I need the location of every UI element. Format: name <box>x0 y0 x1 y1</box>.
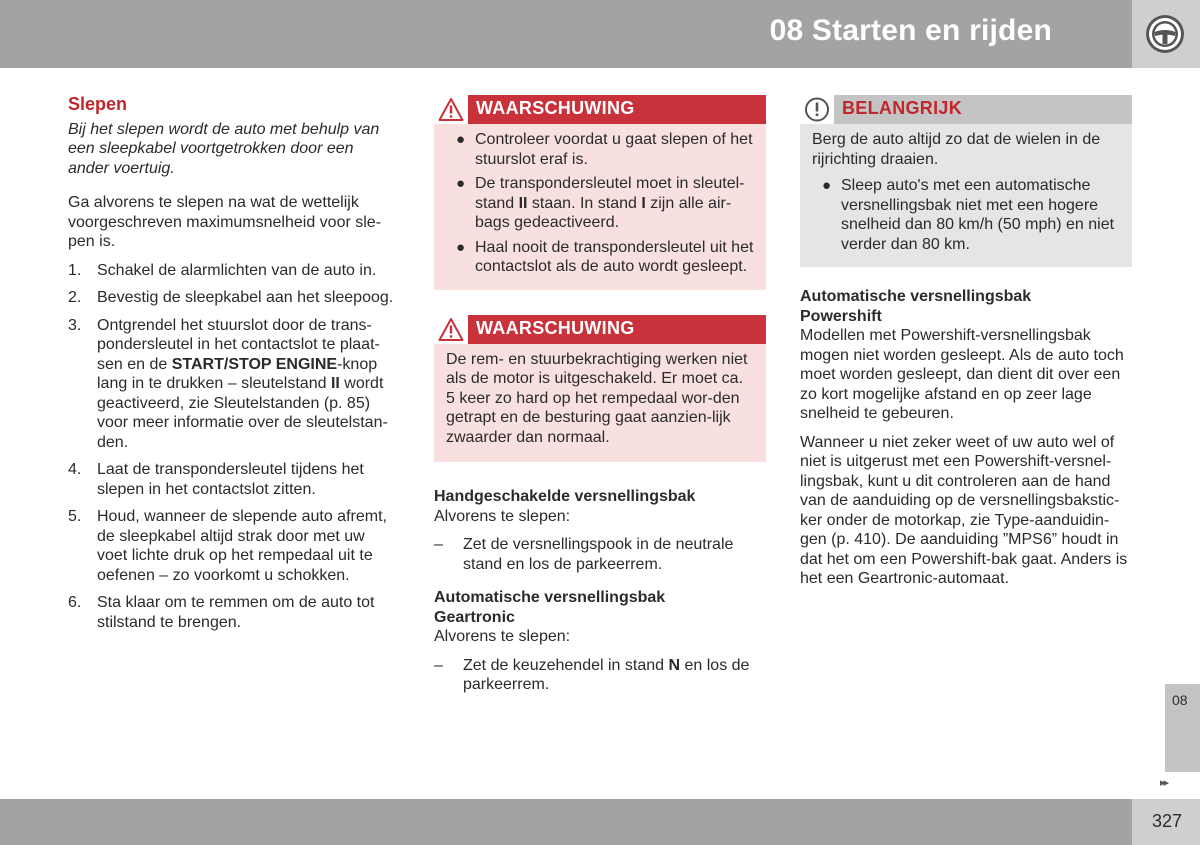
exclamation-circle-icon <box>804 97 830 122</box>
step-item <box>68 507 398 585</box>
intro-text: Bij het slepen wordt de auto met behulp van een sleepkabel voortgetrokken door een ander voertuig. <box>68 120 380 177</box>
page-number-box <box>1132 799 1200 845</box>
step-text: -knop lang in te drukken – sleutelstand <box>97 355 378 392</box>
step-item <box>68 288 398 308</box>
warning-triangle-icon <box>438 317 464 342</box>
subsection-heading <box>800 287 1132 326</box>
bullet-text: Sleep auto's met een automatische versnellingsbak niet met een hogere snelheid dan 80 km/h (50 mph) en niet verder dan 80 km. <box>841 177 1115 253</box>
column-left <box>68 95 398 640</box>
bullet-text: Controleer voordat u gaat slepen of het stuurslot eraf is. <box>475 131 753 168</box>
bullet-item <box>446 130 754 169</box>
bullet-text: De transpondersleutel moet in sleutel-stand <box>475 175 745 212</box>
dash-bold: N <box>668 656 681 674</box>
step-text: wordt geactiveerd, zie Sleutelstanden (p. 85) voor meer informatie over de sleutelstan-den. <box>97 375 388 451</box>
step-number: 2. <box>68 289 82 306</box>
warning-bullets <box>446 130 754 277</box>
step-bold: START/STOP ENGINE <box>171 355 338 373</box>
bullet-dot: ● <box>456 175 466 192</box>
bullet-item <box>812 176 1120 254</box>
footer-bar <box>0 799 1132 845</box>
bullet-text: Haal nooit de transpondersleutel uit het contactslot als de auto wordt gesleept. <box>475 238 754 275</box>
important-body <box>800 124 1132 267</box>
step-item <box>68 261 398 281</box>
steering-wheel-icon <box>1144 13 1186 55</box>
important-bullets <box>812 176 1120 254</box>
dash-list <box>434 535 766 574</box>
dash-text: en los de parkeerrem. <box>463 656 750 693</box>
warning-box <box>434 95 766 290</box>
dash-item <box>434 535 766 574</box>
lead-text: Alvorens te slepen: <box>434 507 571 525</box>
lead-text: Alvorens te slepen: <box>434 628 571 645</box>
page-number: 327 <box>1151 811 1182 831</box>
warning-triangle-icon <box>438 97 464 122</box>
dash-text: Zet de versnellingspook in de neutrale stand en los de parkeerrem. <box>463 536 734 573</box>
step-number: 1. <box>68 261 82 279</box>
warning-box <box>434 315 766 463</box>
bullet-bold: II <box>518 194 528 212</box>
column-middle <box>434 95 766 703</box>
step-text: Laat de transpondersleutel tijdens het slepen in het contactslot zitten. <box>97 461 364 498</box>
dash-mark: – <box>434 536 443 553</box>
warning-title: WAARSCHUWING <box>476 317 635 338</box>
bullet-text: zijn alle air-bags gedeactiveerd. <box>475 194 732 231</box>
important-header <box>800 95 1132 124</box>
bullet-dot: ● <box>456 238 466 256</box>
step-number: 6. <box>68 594 82 611</box>
step-number: 5. <box>68 508 82 525</box>
important-box <box>800 95 1132 267</box>
heading-line: Automatische versnellingsbak <box>800 288 1032 305</box>
step-item <box>68 593 398 632</box>
steps-list <box>68 261 398 633</box>
bullet-item <box>446 238 754 277</box>
warning-header <box>434 315 766 344</box>
heading-line: Powershift <box>800 307 882 325</box>
chapter-title: 08 Starten en rijden <box>769 14 1052 47</box>
step-text: Houd, wanneer de slepende auto afremt, de sleepkabel altijd strak door met uw voet lichte druk op het rempedaal uit te oefenen – zo voorkomt u schokken. <box>97 508 387 584</box>
warning-body <box>434 124 766 290</box>
heading-line: Automatische versnellingsbak <box>434 589 666 606</box>
dash-mark: – <box>434 656 443 674</box>
step-number: 4. <box>68 461 82 478</box>
bullet-dot: ● <box>456 131 466 148</box>
step-text: Bevestig de sleepkabel aan het sleepoog. <box>97 289 394 306</box>
warning-icon-box <box>434 95 468 124</box>
warning-header <box>434 95 766 124</box>
dash-item <box>434 656 766 695</box>
step-text: Ontgrendel het stuurslot door de trans-pondersleutel in het contactslot te plaat-sen en de <box>97 316 380 373</box>
heading-line: Geartronic <box>434 608 515 626</box>
warning-title: WAARSCHUWING <box>476 98 635 118</box>
step-item <box>68 316 398 453</box>
header-bar <box>0 0 1132 68</box>
warning-body <box>434 344 766 463</box>
paragraph: Wanneer u niet zeker weet of uw auto wel of niet is uitgerust met een Powershift-versnel-lingsbak, kunt u dit controleren aan de hand van de aanduiding op de versnellingsbakstic-ker onder de motorkap, zie Type-aanduidin-gen (p. 410). De aanduiding ”MPS6” houdt in dat het om een Powershift-bak gaat. Anders is het een Geartronic-automaat. <box>800 433 1128 587</box>
step-bold: II <box>330 375 340 392</box>
important-text: Berg de auto altijd zo dat de wielen in de rijrichting draaien. <box>812 131 1101 168</box>
side-tab-label: 08 <box>1172 692 1188 708</box>
step-item <box>68 460 398 499</box>
step-number: 3. <box>68 316 82 334</box>
bullet-dot: ● <box>822 177 832 194</box>
chapter-side-tab <box>1165 684 1200 772</box>
paragraph: Ga alvorens te slepen na wat de wettelijk voorgeschreven maximumsnelheid voor sle-pen is. <box>68 194 382 250</box>
section-heading: Slepen <box>68 94 128 114</box>
important-title: BELANGRIJK <box>842 98 963 118</box>
subsection-heading: Handgeschakelde versnellingsbak <box>434 488 696 505</box>
bullet-text: staan. In stand <box>527 194 642 212</box>
warning-icon-box <box>434 315 468 344</box>
next-page-arrows-icon: ▸▸ <box>1160 777 1168 789</box>
column-right <box>800 95 1132 598</box>
dash-text: Zet de keuzehendel in stand <box>463 656 669 674</box>
important-icon-box <box>800 95 834 124</box>
chapter-icon-box <box>1132 0 1200 68</box>
paragraph: Modellen met Powershift-versnellingsbak mogen niet worden gesleept. Als de auto toch moet worden gesleept, dan dient dit over een zo kort mogelijke afstand en op zeer lage snelheid te gebeuren. <box>800 327 1124 422</box>
subsection-heading <box>434 588 766 627</box>
dash-list <box>434 656 766 695</box>
bullet-item <box>446 174 754 233</box>
warning-text: De rem- en stuurbekrachtiging werken niet als de motor is uitgeschakeld. Er moet ca. 5 keer zo hard op het rempedaal wor-den getrapt en de besturing gaat aanzien-lijk zwaarder dan normaal. <box>446 350 748 446</box>
bullet-bold: I <box>641 194 646 212</box>
step-text: Schakel de alarmlichten van de auto in. <box>97 261 377 279</box>
step-text: Sta klaar om te remmen om de auto tot stilstand te brengen. <box>97 594 375 631</box>
